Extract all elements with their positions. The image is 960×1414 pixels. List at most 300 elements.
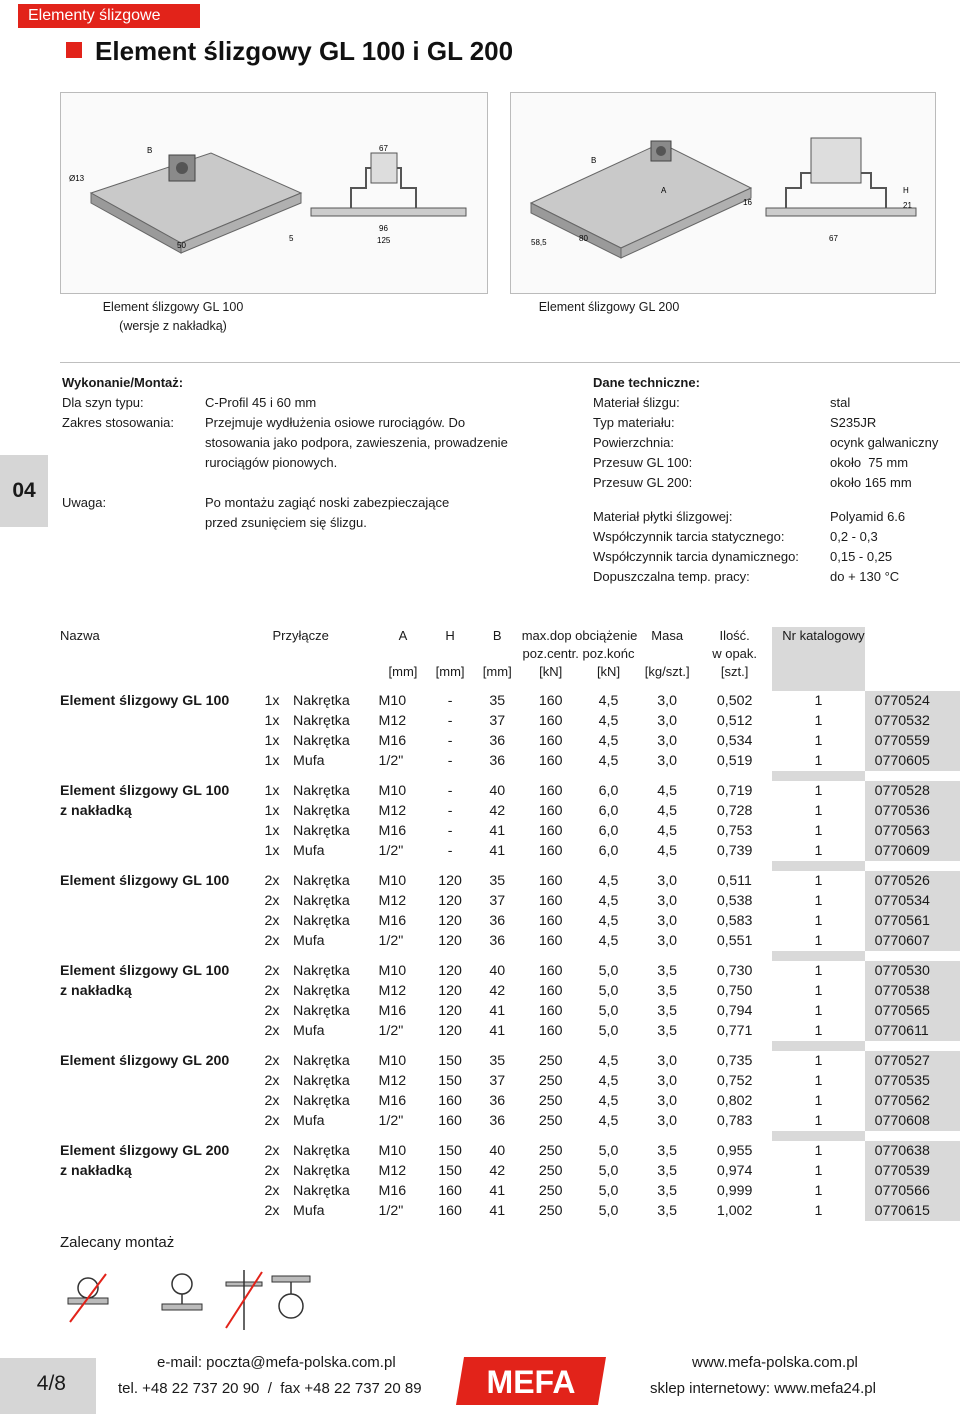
tech-value: 0,2 - 0,3 [830, 529, 878, 544]
thread: M12 [378, 1073, 407, 1089]
thread: M16 [378, 823, 407, 839]
catalog-number: 0770559 [865, 731, 960, 751]
catalog-number: 0770609 [865, 841, 960, 861]
dim-h: 35 [489, 693, 506, 709]
gl200-drawing [511, 93, 935, 293]
tech-row [593, 473, 958, 493]
tech-value: S235JR [830, 415, 877, 430]
col-header: w opak. [712, 646, 758, 661]
caption-line: (wersje z nakładką) [119, 319, 227, 333]
dim-a: 150 [438, 1053, 462, 1069]
dim-a: 120 [438, 913, 462, 929]
dim-a: 160 [438, 1203, 462, 1219]
tech-value: 0,15 - 0,25 [830, 549, 893, 564]
dim-b: 160 [538, 873, 563, 889]
product-name [60, 711, 265, 731]
load-centr: 5,0 [598, 1203, 619, 1219]
qty: 1x [264, 713, 280, 729]
unit-label: [mm] [482, 664, 512, 679]
dim-b: 160 [538, 733, 563, 749]
qty: 2x [264, 1023, 280, 1039]
tech-row [593, 433, 958, 453]
table-row [60, 1111, 960, 1131]
dim-a: - [447, 783, 453, 799]
info-label: Dla szyn typu: [62, 395, 144, 410]
qty: 2x [264, 963, 280, 979]
table-header-row [60, 627, 960, 645]
product-name [60, 891, 265, 911]
dim-b: 250 [538, 1203, 563, 1219]
dim-label: 67 [379, 144, 388, 153]
dim-label: 96 [379, 224, 388, 233]
dim-label: 50 [177, 241, 186, 250]
load-konc: 3,0 [657, 913, 678, 929]
dim-b: 160 [538, 1023, 563, 1039]
qty: 1x [264, 823, 280, 839]
dim-label: Ø13 [69, 174, 85, 183]
connector-type: Nakrętka [293, 823, 350, 839]
dim-b: 160 [538, 823, 563, 839]
load-konc: 3,0 [657, 693, 678, 709]
product-name [60, 751, 265, 771]
tech-row [593, 453, 958, 473]
load-centr: 4,5 [598, 753, 619, 769]
load-konc: 3,0 [657, 1053, 678, 1069]
dim-b: 160 [538, 803, 563, 819]
pack-qty: 1 [814, 1003, 823, 1019]
connector-type: Nakrętka [293, 873, 350, 889]
qty: 1x [264, 783, 280, 799]
dim-h: 36 [489, 1093, 506, 1109]
load-konc: 4,5 [657, 823, 678, 839]
load-konc: 3,0 [657, 873, 678, 889]
tech-value: Polyamid 6.6 [830, 509, 906, 524]
dim-label: 67 [829, 234, 838, 243]
dim-a: - [447, 713, 453, 729]
mefa-logo [456, 1357, 606, 1405]
thread: 1/2" [378, 1203, 404, 1219]
product-name [60, 1111, 265, 1131]
catalog-number: 0770638 [865, 1141, 960, 1161]
load-centr: 5,0 [598, 1163, 619, 1179]
dim-a: 120 [438, 893, 462, 909]
mass: 0,739 [716, 843, 753, 859]
product-name [60, 1091, 265, 1111]
unit-label: [szt.] [720, 664, 749, 679]
connector-type: Nakrętka [293, 1093, 350, 1109]
mass: 0,551 [716, 933, 753, 949]
group-spacer [60, 771, 960, 781]
dim-b: 160 [538, 983, 563, 999]
product-name [60, 1021, 265, 1041]
qty: 2x [264, 1203, 280, 1219]
pack-qty: 1 [814, 983, 823, 999]
load-konc: 3,0 [657, 893, 678, 909]
table-row [60, 781, 960, 801]
qty: 2x [264, 983, 280, 999]
load-centr: 6,0 [598, 803, 619, 819]
dim-a: 120 [438, 1023, 462, 1039]
table-row [60, 961, 960, 981]
dim-h: 42 [489, 1163, 506, 1179]
page-number: 4/8 [36, 1372, 66, 1395]
thread: M16 [378, 1003, 407, 1019]
dim-a: 160 [438, 1183, 462, 1199]
footer-shop[interactable]: sklep internetowy: www.mefa24.pl [650, 1380, 876, 1397]
thread: M10 [378, 783, 407, 799]
thread: M10 [378, 873, 407, 889]
dim-label: A [661, 186, 667, 195]
thread: 1/2" [378, 1023, 404, 1039]
dim-a: 150 [438, 1163, 462, 1179]
qty: 1x [264, 803, 280, 819]
product-name [60, 821, 265, 841]
mass: 0,728 [716, 803, 753, 819]
page-title: Element ślizgowy GL 100 i GL 200 [95, 36, 514, 66]
title-marker [66, 42, 82, 58]
table-row [60, 891, 960, 911]
load-konc: 3,5 [657, 1183, 678, 1199]
tech-label: Materiał ślizgu: [593, 395, 680, 410]
dim-a: - [447, 843, 453, 859]
load-centr: 4,5 [598, 1113, 619, 1129]
tech-value: ocynk galwaniczny [830, 435, 939, 450]
catalog-number: 0770605 [865, 751, 960, 771]
dim-label: 21 [903, 201, 912, 210]
pack-qty: 1 [814, 1073, 823, 1089]
catalog-number: 0770566 [865, 1181, 960, 1201]
qty: 2x [264, 913, 280, 929]
dim-b: 250 [538, 1053, 563, 1069]
load-centr: 4,5 [598, 933, 619, 949]
mount-ok-1 [162, 1274, 202, 1310]
catalog-number: 0770562 [865, 1091, 960, 1111]
info-value: C-Profil 45 i 60 mm [205, 395, 317, 410]
thread: M10 [378, 1053, 407, 1069]
dim-b: 160 [538, 693, 563, 709]
dim-a: - [447, 803, 453, 819]
dim-a: - [447, 693, 453, 709]
table-row [60, 931, 960, 951]
dim-label: 58,5 [531, 238, 547, 247]
dim-a: 120 [438, 983, 462, 999]
product-name: Element ślizgowy GL 100 [60, 963, 230, 979]
dim-b: 160 [538, 843, 563, 859]
product-name [60, 1001, 265, 1021]
product-name [60, 1181, 265, 1201]
group-spacer [60, 681, 960, 691]
dim-label: 80 [579, 234, 588, 243]
table-row [60, 1181, 960, 1201]
load-centr: 5,0 [598, 1003, 619, 1019]
thread: M10 [378, 1143, 407, 1159]
pack-qty: 1 [814, 893, 823, 909]
connector-type: Mufa [293, 1023, 325, 1039]
tech-label: Współczynnik tarcia statycznego: [593, 529, 785, 544]
table-row [60, 801, 960, 821]
col-header: max.dop obciążenie [521, 628, 638, 643]
dim-b: 160 [538, 893, 563, 909]
dim-h: 35 [489, 873, 506, 889]
dim-a: 160 [438, 1093, 462, 1109]
info-label: Uwaga: [62, 495, 107, 510]
table-row [60, 1051, 960, 1071]
dim-h: 36 [489, 733, 506, 749]
dim-b: 250 [538, 1143, 563, 1159]
tech-label: Przesuw GL 100: [593, 455, 693, 470]
footer-web[interactable]: www.mefa-polska.com.pl [692, 1354, 858, 1371]
load-konc: 3,0 [657, 713, 678, 729]
unit-label: [kN] [596, 664, 621, 679]
group-spacer [60, 951, 960, 961]
load-centr: 4,5 [598, 1073, 619, 1089]
mass: 0,750 [716, 983, 753, 999]
dim-h: 37 [489, 713, 506, 729]
qty: 2x [264, 933, 280, 949]
tech-label: Współczynnik tarcia dynamicznego: [593, 549, 799, 564]
pack-qty: 1 [814, 713, 823, 729]
recommended-mounting-label: Zalecany montaż [60, 1234, 175, 1251]
connector-type: Nakrętka [293, 1003, 350, 1019]
load-konc: 3,0 [657, 1073, 678, 1089]
qty: 2x [264, 1113, 280, 1129]
dim-a: - [447, 733, 453, 749]
thread: 1/2" [378, 1113, 404, 1129]
dim-b: 250 [538, 1183, 563, 1199]
catalog-number: 0770539 [865, 1161, 960, 1181]
qty: 2x [264, 1163, 280, 1179]
info-value-line: rurociągów pionowych. [205, 455, 338, 470]
connector-type: Nakrętka [293, 713, 350, 729]
dim-b: 160 [538, 1003, 563, 1019]
dim-h: 41 [489, 1003, 506, 1019]
thread: M12 [378, 713, 407, 729]
thread: M12 [378, 893, 407, 909]
load-konc: 3,5 [657, 1163, 678, 1179]
product-name [60, 1071, 265, 1091]
product-name: Element ślizgowy GL 200 [60, 1053, 230, 1069]
load-centr: 4,5 [598, 913, 619, 929]
col-header: Przyłącze [272, 628, 329, 643]
load-centr: 5,0 [598, 1023, 619, 1039]
mounting-diagram [62, 1268, 312, 1338]
group-spacer [60, 1041, 960, 1051]
product-name [60, 1201, 265, 1221]
tech-row [593, 507, 958, 527]
load-konc: 3,0 [657, 933, 678, 949]
load-konc: 4,5 [657, 803, 678, 819]
mass: 0,999 [716, 1183, 753, 1199]
pack-qty: 1 [814, 733, 823, 749]
mass: 0,512 [716, 713, 753, 729]
col-header: Ilość. [719, 628, 750, 643]
product-name [60, 731, 265, 751]
tech-row [593, 413, 958, 433]
catalog-number: 0770530 [865, 961, 960, 981]
dim-b: 250 [538, 1073, 563, 1089]
table-row [60, 1071, 960, 1091]
dim-h: 41 [489, 1023, 506, 1039]
product-name: Element ślizgowy GL 100 [60, 783, 230, 799]
table-row [60, 751, 960, 771]
connector-type: Mufa [293, 1203, 325, 1219]
qty: 2x [264, 1073, 280, 1089]
dim-b: 250 [538, 1113, 563, 1129]
load-centr: 4,5 [598, 693, 619, 709]
catalog-number: 0770524 [865, 691, 960, 711]
pack-qty: 1 [814, 1053, 823, 1069]
gl100-drawing [61, 93, 487, 293]
catalog-number: 0770527 [865, 1051, 960, 1071]
mass: 0,719 [716, 783, 753, 799]
footer-phone: tel. +48 22 737 20 90 / fax +48 22 737 20 89 [118, 1380, 422, 1397]
table-row [60, 1141, 960, 1161]
table-header-row [60, 645, 960, 663]
table-row [60, 1091, 960, 1111]
catalog-number: 0770563 [865, 821, 960, 841]
group-spacer [60, 1131, 960, 1141]
mass: 1,002 [716, 1203, 753, 1219]
dim-label: B [147, 146, 153, 155]
qty: 2x [264, 1093, 280, 1109]
connector-type: Nakrętka [293, 1143, 350, 1159]
col-header: A [398, 628, 408, 643]
load-centr: 4,5 [598, 893, 619, 909]
unit-label: [kN] [539, 664, 563, 679]
product-name [60, 911, 265, 931]
table-row [60, 821, 960, 841]
dim-h: 40 [489, 963, 506, 979]
connector-type: Nakrętka [293, 893, 350, 909]
load-centr: 4,5 [598, 733, 619, 749]
mass: 0,783 [716, 1113, 753, 1129]
qty: 2x [264, 873, 280, 889]
dim-a: 150 [438, 1143, 462, 1159]
product-name: Element ślizgowy GL 100 [60, 873, 230, 889]
load-konc: 3,0 [657, 733, 678, 749]
catalog-number: 0770607 [865, 931, 960, 951]
dim-h: 35 [489, 1053, 506, 1069]
thread: 1/2" [378, 843, 404, 859]
mass: 0,955 [716, 1143, 753, 1159]
load-centr: 4,5 [598, 873, 619, 889]
dim-h: 36 [489, 933, 506, 949]
mass: 0,519 [716, 753, 753, 769]
load-konc: 3,5 [657, 1143, 678, 1159]
dim-a: 120 [438, 933, 462, 949]
col-header: H [445, 628, 455, 643]
load-konc: 3,0 [657, 1113, 678, 1129]
mass: 0,735 [716, 1053, 753, 1069]
mass: 0,502 [716, 693, 753, 709]
thread: M16 [378, 1093, 407, 1109]
tech-row [593, 527, 958, 547]
product-image-gl100 [60, 92, 488, 294]
col-header: Nazwa [60, 628, 100, 643]
thread: M10 [378, 963, 407, 979]
load-centr: 5,0 [598, 1183, 619, 1199]
table-row [60, 1021, 960, 1041]
thread: M12 [378, 983, 407, 999]
dim-a: 120 [438, 1003, 462, 1019]
col-header: Masa [651, 628, 684, 643]
connector-type: Nakrętka [293, 733, 350, 749]
pack-qty: 1 [814, 843, 823, 859]
info-value-line: Po montażu zagiąć noski zabezpieczające [205, 495, 450, 510]
pack-qty: 1 [814, 963, 823, 979]
load-centr: 4,5 [598, 713, 619, 729]
mass: 0,771 [716, 1023, 753, 1039]
pack-qty: 1 [814, 753, 823, 769]
unit-label: [mm] [435, 664, 465, 679]
dim-h: 41 [489, 843, 506, 859]
dim-b: 160 [538, 963, 563, 979]
footer-email[interactable]: e-mail: poczta@mefa-polska.com.pl [157, 1354, 396, 1371]
tech-label: Powierzchnia: [593, 435, 674, 450]
tech-row [593, 393, 958, 413]
mass: 0,538 [716, 893, 753, 909]
connector-type: Nakrętka [293, 1163, 350, 1179]
connector-type: Nakrętka [293, 783, 350, 799]
mass: 0,730 [716, 963, 753, 979]
dim-h: 41 [489, 1203, 506, 1219]
load-konc: 3,5 [657, 1203, 678, 1219]
load-konc: 3,5 [657, 1003, 678, 1019]
connector-type: Mufa [293, 843, 325, 859]
product-image-gl200 [510, 92, 936, 294]
qty: 2x [264, 1183, 280, 1199]
dim-h: 42 [489, 983, 506, 999]
load-centr: 6,0 [598, 823, 619, 839]
mass: 0,752 [716, 1073, 753, 1089]
pack-qty: 1 [814, 783, 823, 799]
dim-h: 36 [489, 1113, 506, 1129]
product-name: Element ślizgowy GL 200 [60, 1143, 230, 1159]
pack-qty: 1 [814, 1203, 823, 1219]
tech-value: stal [830, 395, 851, 410]
mount-ok-2 [272, 1276, 310, 1318]
dim-label: H [903, 186, 909, 195]
logo-shape [456, 1357, 606, 1405]
dim-a: 160 [438, 1113, 462, 1129]
table-row [60, 1201, 960, 1221]
qty: 1x [264, 843, 280, 859]
connector-type: Mufa [293, 933, 325, 949]
info-value-line: Przejmuje wydłużenia osiowe rurociągów. Do [205, 415, 466, 430]
logo-text: MEFA [486, 1364, 576, 1400]
tech-row [593, 567, 958, 587]
table-units-row [60, 663, 960, 681]
table-row [60, 841, 960, 861]
info-row [62, 493, 582, 533]
load-konc: 3,5 [657, 1023, 678, 1039]
connector-type: Mufa [293, 753, 325, 769]
section-tag: Elementy ślizgowe [18, 4, 200, 28]
dim-b: 160 [538, 753, 563, 769]
pack-qty: 1 [814, 803, 823, 819]
pack-qty: 1 [814, 693, 823, 709]
load-centr: 5,0 [598, 1143, 619, 1159]
dim-h: 41 [489, 823, 506, 839]
catalog-number: 0770611 [865, 1021, 960, 1041]
mass: 0,794 [716, 1003, 753, 1019]
divider [60, 362, 960, 363]
tech-heading: Dane techniczne: [593, 375, 700, 390]
tech-label: Typ materiału: [593, 415, 675, 430]
load-konc: 3,0 [657, 753, 678, 769]
col-header: B [492, 628, 502, 643]
table-row [60, 1161, 960, 1181]
